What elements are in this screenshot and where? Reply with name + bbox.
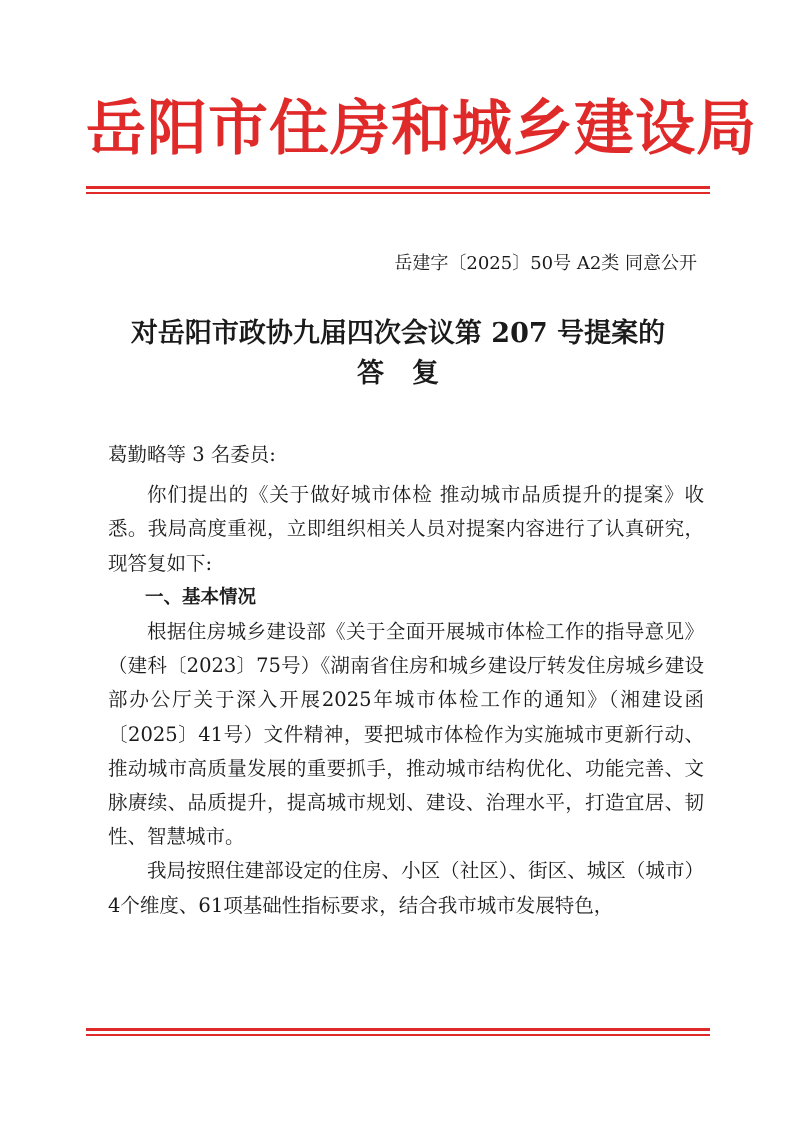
footer-rule-thin [86,1034,710,1036]
document-title-line2: 答复 [357,358,467,389]
document-body [108,438,704,923]
section-heading: 一、基本情况 [145,586,257,608]
document-title [86,314,710,394]
paragraph-intro: 你们提出的《关于做好城市体检 推动城市品质提升的提案》收悉。我局高度重视，立即组织相关人员对提案内容进行了认真研究，现答复如下: [108,483,704,575]
masthead-title: 岳阳市住房和城乡建设局 [86,94,757,164]
document-number: 岳建字〔2025〕50号 A2类 同意公开 [394,253,697,274]
masthead-rule-thick [86,186,710,189]
paragraph-approach: 我局按照住建部设定的住房、小区（社区）、街区、城区（城市）4个维度、61项基础性指标要求，结合我市城市发展特色， [108,859,704,917]
salutation: 葛勤略等 3 名委员: [108,443,276,466]
paragraph-basis: 根据住房城乡建设部《关于全面开展城市体检工作的指导意见》（建科〔2023〕75号）《湖南省住房和城乡建设厅转发住房城乡建设部办公厅关于深入开展2025年城市体检工作的通知》（湘建设函〔2025〕41号）文件精神，要把城市体检作为实施城市更新行动、推动城市高质量发展的重要抓手，推动城市结构优化、功能完善、文脉赓续、品质提升，提高城市规划、建设、治理水平，打造宜居、韧性、智慧城市。 [108,620,704,849]
footer-rule-thick [86,1028,710,1031]
masthead-rule-thin [86,192,710,194]
document-title-line1: 对岳阳市政协九届四次会议第 207 号提案的 [130,318,666,349]
